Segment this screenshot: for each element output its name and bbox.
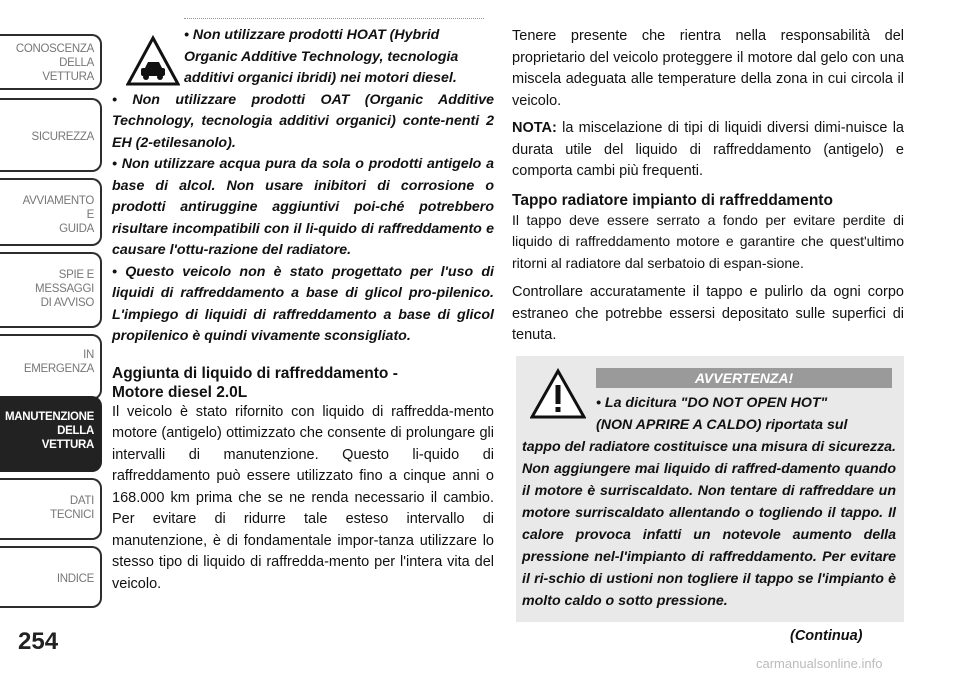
section-heading-tappo: Tappo radiatore impianto di raffreddamento	[512, 191, 833, 209]
tab-label: TECNICI	[50, 509, 94, 521]
car-warning-icon	[126, 35, 180, 87]
tab-label: EMERGENZA	[23, 363, 94, 375]
tab-label: DATI	[69, 495, 94, 507]
tab-label: INDICE	[56, 573, 94, 585]
tab-label: CONOSCENZA	[15, 43, 94, 55]
coolant-warning-block	[112, 25, 494, 348]
tab-label: VETTURA	[41, 439, 94, 451]
tab-label: VETTURA	[42, 71, 94, 83]
warning-hoat-text	[184, 25, 494, 90]
right-column	[512, 26, 904, 347]
tab-emergenza[interactable]	[0, 334, 102, 400]
heading-line: Aggiunta di liquido di raffreddamento -	[112, 364, 398, 382]
page-number: 254	[18, 628, 59, 655]
tab-label: SICUREZZA	[31, 131, 94, 143]
warning-title: AVVERTENZA!	[596, 368, 892, 388]
warning-text	[522, 392, 896, 612]
warning-line: (NON APRIRE A CALDO) riportata sul	[596, 417, 848, 433]
tab-label: SPIE E	[58, 269, 94, 281]
tab-label: IN	[83, 349, 94, 361]
tab-sicurezza[interactable]	[0, 98, 102, 172]
warning-body: tappo del radiatore costituisce una misura di sicurezza. Non aggiungere mai liquido di raffred-damento quando il motore è surriscaldato. Non tentare di raffreddare un motore surriscaldato allentando o togliendo il tappo. Il calore provoca infatti un notevole aumento della pressione nel-l'impianto di raffreddamento. Per evitare il ri-schio di ustioni non togliere il tappo se l'impianto è molto caldo o sotto pressione.	[522, 439, 896, 609]
nota-paragraph	[512, 118, 904, 183]
tab-label: MANUTENZIONE	[4, 411, 94, 423]
tab-label: GUIDA	[59, 223, 94, 235]
paragraph-cap-tight: Il tappo deve essere serrato a fondo per evitare perdite di liquido di raffreddamento motore e garantire che quest'ultimo ritorni al radiatore dal serbatoio di espan-sione.	[512, 211, 904, 271]
bullet-glycol: • Questo veicolo non è stato progettato per l'uso di liquidi di raffreddamento a base di glicol pro-pilenico. L'impiego di liquidi di raffreddamento a base di glicol propilenico è quindi vivamente sconsigliato.	[112, 263, 494, 344]
tab-avviamento[interactable]	[0, 178, 102, 246]
tab-label: DI AVVISO	[40, 297, 94, 309]
warning-line: additivi organici ibridi) nei motori diesel.	[184, 70, 457, 86]
tab-label: DELLA	[59, 57, 94, 69]
tab-label: MESSAGGI	[35, 283, 94, 295]
warning-line: • La dicitura "DO NOT OPEN HOT"	[596, 395, 828, 411]
left-column	[112, 27, 494, 595]
continued-label: (Continua)	[790, 628, 863, 644]
paragraph-coolant-life: Il veicolo è stato rifornito con liquido di raffredda-mento motore (antigelo) ottimizzato che consente di prolungare gli intervalli di manutenzione. Questo li-quido di raffreddamento può essere utilizzato fino a cinque anni o 168.000 km prima che se ne renda necessario il cambio. Per evitare di ridurre tale esteso intervallo di manutenzione, è di fondamentale impor-tanza utilizzare lo stesso tipo di liquido di raffredda-mento per l'intera vita del veicolo.	[112, 403, 494, 592]
warning-box	[516, 356, 904, 622]
tab-dati-tecnici[interactable]	[0, 478, 102, 540]
tab-manutenzione[interactable]	[0, 396, 102, 472]
watermark: carmanualsonline.info	[756, 656, 883, 671]
bullet-water: • Non utilizzare acqua pura da sola o prodotti antigelo a base di alcol. Non usare inibitori di corrosione o prodotti antiruggine aggiuntivi poi-ché potrebbero risultare incompatibili con il li-quido di raffreddamento e causare l'ottu-razione del radiatore.	[112, 156, 494, 258]
tab-label: DELLA	[57, 425, 94, 437]
tab-label: E	[86, 209, 94, 221]
section-heading-aggiunta	[112, 364, 494, 402]
paragraph-cap-clean: Controllare accuratamente il tappo e pulirlo da ogni corpo estraneo che potrebbe essersi depositato sulle superfici di tenuta.	[512, 284, 904, 343]
warning-line: Organic Additive Technology, tecnologia	[184, 48, 459, 65]
tab-spie[interactable]	[0, 252, 102, 328]
warning-line: • Non utilizzare prodotti HOAT (Hybrid	[184, 27, 440, 43]
divider	[184, 18, 484, 19]
tab-conoscenza[interactable]	[0, 34, 102, 90]
paragraph-owner-responsibility: Tenere presente che rientra nella responsabilità del proprietario del veicolo proteggere il motore dal gelo con una miscela adeguata alle temperature della zona in cui circola il veicolo.	[512, 28, 904, 109]
bullet-oat: • Non utilizzare prodotti OAT (Organic Additive Technology, tecnologia additivi organici) conte-nenti 2 EH (2-etilesanolo).	[112, 91, 494, 151]
tab-label: AVVIAMENTO	[22, 195, 94, 207]
heading-line: Motore diesel 2.0L	[112, 383, 248, 401]
nota-text: la miscelazione di tipi di liquidi diversi dimi-nuisce la durata utile del liquido di raffreddamento (antigelo) e comporta cambi più frequenti.	[512, 120, 904, 179]
tab-indice[interactable]	[0, 546, 102, 608]
chapter-sidebar	[0, 0, 104, 678]
nota-label: NOTA:	[512, 120, 557, 136]
